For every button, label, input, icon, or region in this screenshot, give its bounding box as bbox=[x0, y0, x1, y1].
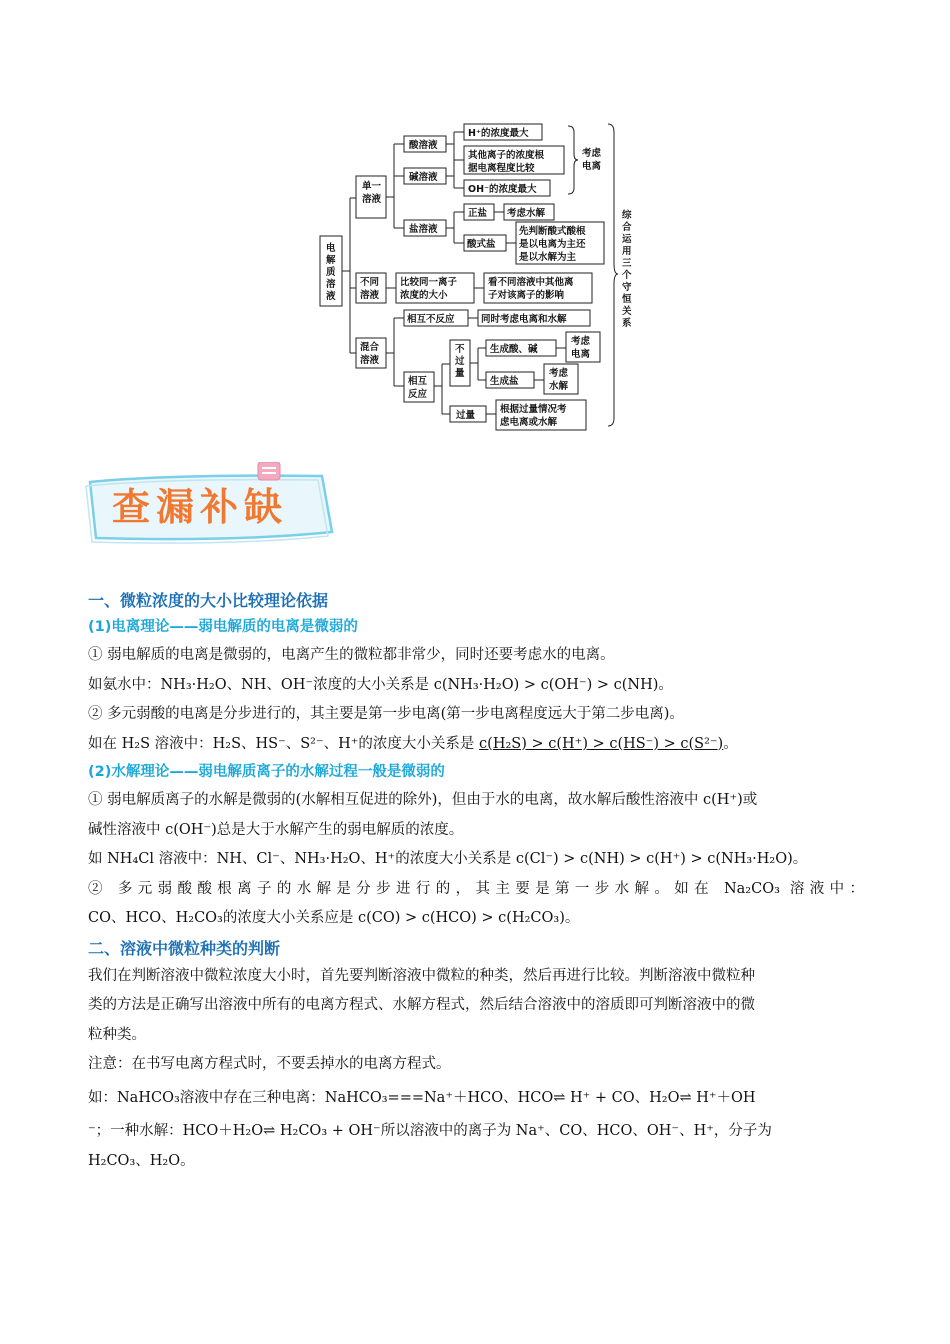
consider-hyd2-label: 考虑水解 bbox=[549, 368, 569, 392]
para-6: 碱性溶液中 c(OH⁻)总是大于水解产生的弱电解质的浓度。 bbox=[88, 821, 464, 838]
para-3: ② 多元弱酸的电离是分步进行的，其主要是第一步电离(第一步电离程度远大于第二步电离)。 bbox=[88, 706, 684, 722]
not-excess-label: 不过量 bbox=[455, 344, 465, 379]
para-1: ① 弱电解质的电离是微弱的，电离产生的微粒都非常少，同时还要考虑水的电离。 bbox=[88, 647, 615, 663]
clip-icon bbox=[258, 462, 280, 480]
section-banner bbox=[82, 462, 342, 562]
no-react-label: 相互不反应 bbox=[407, 314, 455, 325]
para-4-c: 。 bbox=[723, 735, 738, 752]
salt-label: 盐溶液 bbox=[409, 224, 438, 235]
para-4-underlined: c(H₂S) > c(H⁺) > c(HS⁻) > c(S²⁻) bbox=[479, 735, 724, 752]
mixed-label: 混合溶液 bbox=[360, 342, 380, 366]
para-14: 如：NaHCO₃溶液中存在三种电离：NaHCO₃===Na⁺＋HCO、HCO⇌ H⁺ + CO、H₂O⇌ H⁺＋OH bbox=[88, 1089, 756, 1106]
consider-ion-label: 考虑电离 bbox=[582, 148, 602, 172]
para-2: 如氨水中：NH₃·H₂O、NH、OH⁻浓度的大小关系是 c(NH₃·H₂O) > c(OH⁻) > c(NH)。 bbox=[88, 676, 673, 693]
consider-hyd-label: 考虑水解 bbox=[507, 208, 546, 219]
para-5: ① 弱电解质离子的水解是微弱的(水解相互促进的除外)，但由于水的电离，故水解后酸性溶液中 c(H⁺)或 bbox=[88, 792, 758, 808]
other-ions-label: 其他离子的浓度根据电离程度比较 bbox=[468, 150, 545, 174]
oh-max-label: OH⁻的浓度最大 bbox=[468, 184, 537, 195]
root-label: 电解质溶液 bbox=[326, 243, 336, 302]
base-label: 碱溶液 bbox=[409, 172, 438, 183]
para-4 bbox=[88, 730, 864, 760]
side-label: 综合运用三个守恒关系 bbox=[622, 210, 632, 329]
by-excess-label: 根据过量情况考虑电离或水解 bbox=[500, 404, 567, 428]
concept-map-diagram bbox=[310, 118, 655, 433]
gen-acid-base-label: 生成酸、碱 bbox=[490, 344, 538, 355]
see-other-label: 看不同溶液中其他离子对该离子的影响 bbox=[488, 277, 574, 301]
normal-salt-label: 正盐 bbox=[468, 208, 488, 219]
banner-title: 查漏补缺 bbox=[112, 485, 289, 529]
para-8: ② 多元弱酸酸根离子的水解是分步进行的，其主要是第一步水解。如在 Na₂CO₃ 溶液中： bbox=[88, 880, 864, 897]
section1-sub2: (2)水解理论——弱电解质离子的水解过程一般是微弱的 bbox=[88, 764, 445, 780]
compare-same-label: 比较同一离子浓度的大小 bbox=[400, 277, 458, 301]
h-max-label: H⁺的浓度最大 bbox=[468, 128, 529, 139]
para-4-a: 如在 H₂S 溶液中：H₂S、HS⁻、S²⁻、H⁺的浓度大小关系是 bbox=[88, 735, 480, 752]
acid-label: 酸溶液 bbox=[409, 140, 438, 151]
para-16: H₂CO₃、H₂O。 bbox=[88, 1152, 195, 1169]
gen-salt-label: 生成盐 bbox=[490, 376, 519, 387]
acid-salt-label: 酸式盐 bbox=[467, 239, 496, 250]
different-label: 不同溶液 bbox=[360, 277, 380, 301]
para-13: 注意：在书写电离方程式时，不要丢掉水的电离方程式。 bbox=[88, 1056, 451, 1072]
para-12: 粒种类。 bbox=[88, 1026, 146, 1043]
para-15: ⁻；一种水解：HCO＋H₂O⇌ H₂CO₃ + OH⁻所以溶液中的离子为 Na⁺、CO、HCO、OH⁻、H⁺，分子为 bbox=[88, 1123, 772, 1139]
consider-both-label: 同时考虑电离和水解 bbox=[481, 314, 567, 325]
para-7: 如 NH₄Cl 溶液中：NH、Cl⁻、NH₃·H₂O、H⁺的浓度大小关系是 c(Cl⁻) > c(NH) > c(H⁺) > c(NH₃·H₂O)。 bbox=[88, 851, 808, 867]
section2-title: 二、溶液中微粒种类的判断 bbox=[88, 938, 281, 958]
judge-label: 先判断酸式酸根是以电离为主还是以水解为主 bbox=[519, 226, 586, 263]
para-11: 类的方法是正确写出溶液中所有的电离方程式、水解方程式，然后结合溶液中的溶质即可判断溶液中的微 bbox=[88, 997, 755, 1013]
consider-ion2-label: 考虑电离 bbox=[571, 336, 591, 360]
excess-label: 过量 bbox=[456, 410, 476, 421]
section1-title: 一、微粒浓度的大小比较理论依据 bbox=[88, 591, 329, 610]
react-label: 相互反应 bbox=[408, 376, 428, 400]
para-9: CO、HCO、H₂CO₃的浓度大小关系应是 c(CO) > c(HCO) > c(H₂CO₃)。 bbox=[88, 910, 580, 926]
main-text bbox=[88, 588, 864, 1176]
para-10: 我们在判断溶液中微粒浓度大小时，首先要判断溶液中微粒的种类，然后再进行比较。判断溶液中微粒种 bbox=[88, 967, 755, 984]
section1-sub1: (1)电离理论——弱电解质的电离是微弱的 bbox=[88, 619, 358, 635]
single-label: 单一溶液 bbox=[362, 181, 382, 205]
